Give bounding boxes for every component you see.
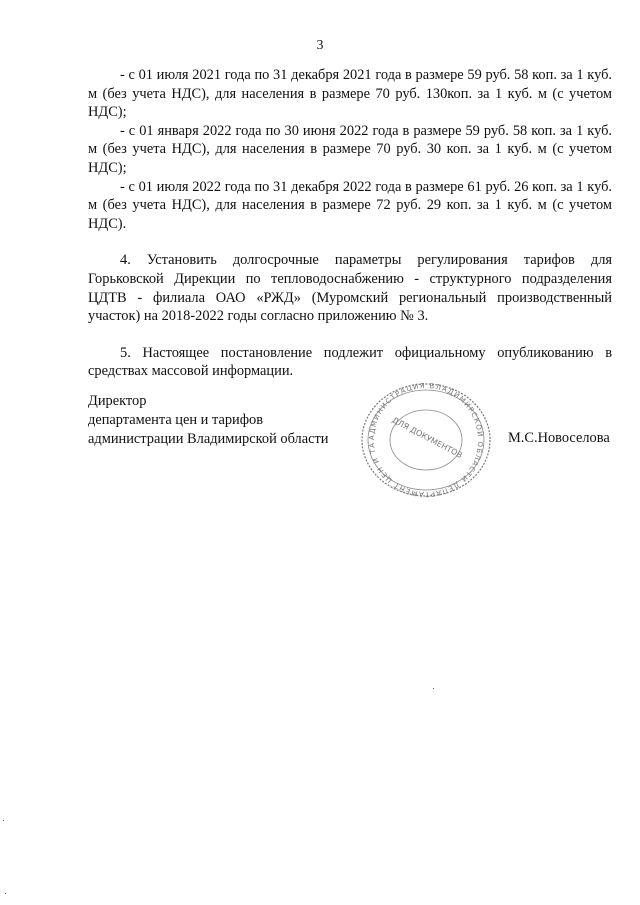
signer-department: департамента цен и тарифов [88,412,264,428]
page-number: 3 [316,38,324,53]
svg-text:АДМИНИСТРАЦИЯ ВЛАДИМИРСКОЙ ОБЛ [352,380,485,498]
signer-name: М.С.Новоселова [508,430,610,446]
stamp-ring-text: АДМИНИСТРАЦИЯ ВЛАДИМИРСКОЙ ОБЛАСТИ ДЕПАРТАМЕНТ ЦЕН И ТА [367,381,485,499]
scan-speck [5,893,6,894]
official-stamp [352,380,500,500]
signature-block [88,392,329,449]
scan-speck [3,820,4,821]
stamp-center-text: ДЛЯ ДОКУМЕНТОВ [390,415,464,461]
document-body [88,66,612,381]
clause-5: 5. Настоящее постановление подлежит официальному опубликованию в средствах массовой информации. [88,344,612,380]
tariff-item-2022-h1: - с 01 января 2022 года по 30 июня 2022 года в размере 59 руб. 58 коп. за 1 куб. м (без учета НДС), для населения в размере 70 руб. 30 коп. за 1 куб. м (с учетом НДС); [88,122,612,176]
clause-4: 4. Установить долгосрочные параметры регулирования тарифов для Горьковской Дирекции по тепловодоснабжению - структурного подразделения ЦДТВ - филиала ОАО «РЖД» (Муромский региональный производственный участок) на 2018-2022 годы согласно приложению № 3. [88,252,612,325]
scan-speck [433,688,434,689]
signer-position: Директор [88,393,147,409]
signer-administration: администрации Владимирской области [88,431,329,447]
tariff-item-2022-h2: - с 01 июля 2022 года по 31 декабря 2022 года в размере 61 руб. 26 коп. за 1 куб. м (без учета НДС), для населения в размере 72 руб. 29 коп. за 1 куб. м (с учетом НДС). [88,178,612,232]
tariff-item-2021-h2: - с 01 июля 2021 года по 31 декабря 2021 года в размере 59 руб. 58 коп. за 1 куб. м (без учета НДС), для населения в размере 70 руб. 130коп. за 1 куб. м (с учетом НДС); [88,67,612,121]
